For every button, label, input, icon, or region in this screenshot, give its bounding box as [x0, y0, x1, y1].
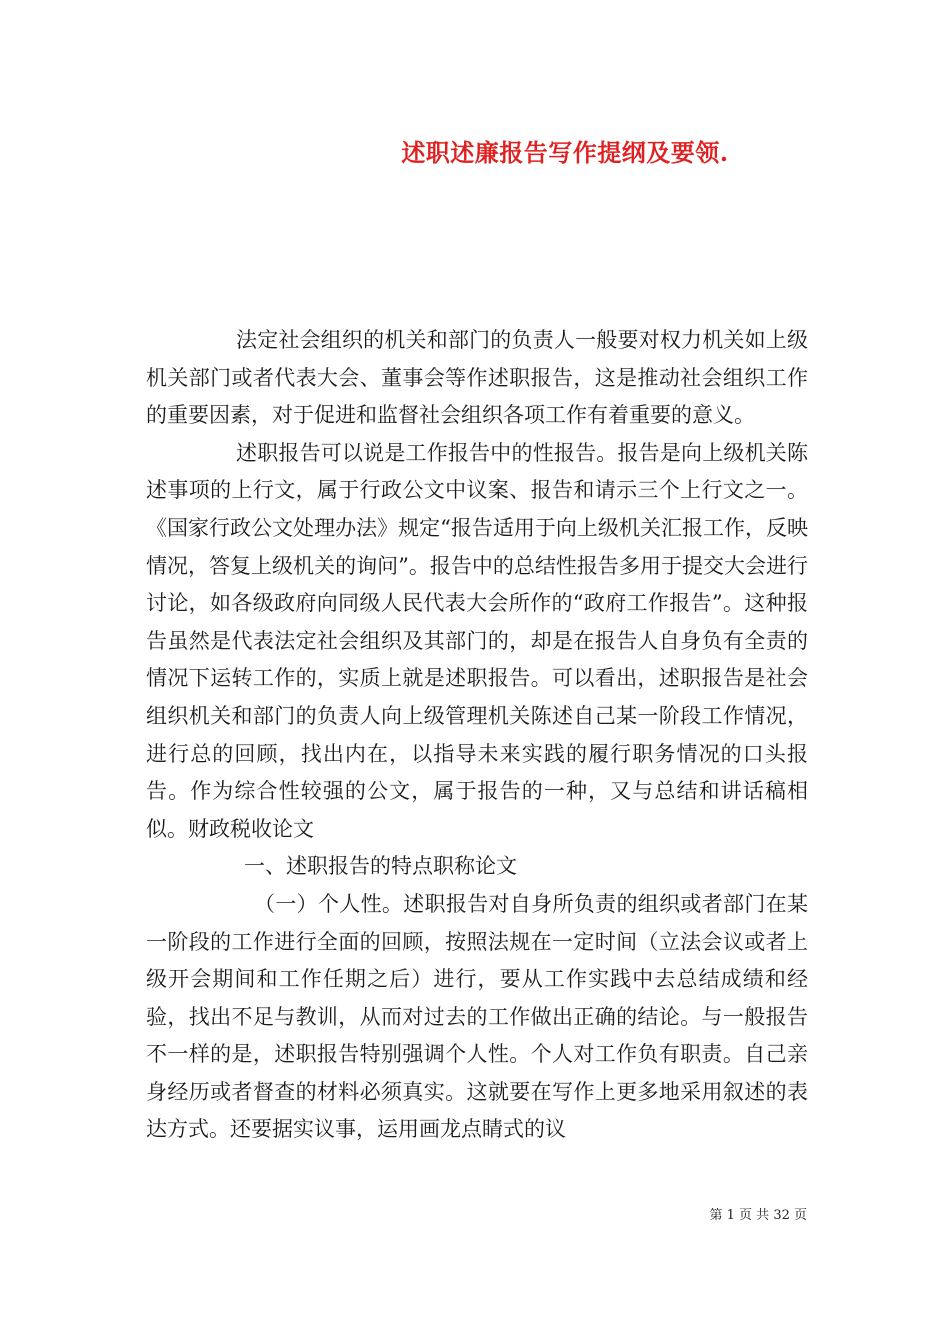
- document-body: [146, 322, 808, 1149]
- document-title: 述职述廉报告写作提纲及要领.: [401, 138, 729, 167]
- page-number: 第 1 页 共 32 页: [709, 1208, 807, 1223]
- paragraph-personal: （一）个人性。述职报告对自身所负责的组织或者部门在某一阶段的工作进行全面的回顾，按照法规在一定时间（立法会议或者上级开会期间和工作任期之后）进行，要从工作实践中去总结成绩和经验，找出不足与教训，从而对过去的工作做出正确的结论。与一般报告不一样的是，述职报告特别强调个人性。个人对工作负有职责。自己亲身经历或者督查的材料必须真实。这就要在写作上更多地采用叙述的表达方式。还要据实议事，运用画龙点睛式的议: [146, 891, 808, 1142]
- section-heading: 一、述职报告的特点职称论文: [244, 854, 517, 879]
- paragraph-definition: 述职报告可以说是工作报告中的性报告。报告是向上级机关陈述事项的上行文，属于行政公文中议案、报告和请示三个上行文之一。《国家行政公文处理办法》规定“报告适用于向上级机关汇报工作，反映情况，答复上级机关的询问”。报告中的总结性报告多用于提交大会进行讨论，如各级政府向同级人民代表大会所作的“政府工作报告”。这种报告虽然是代表法定社会组织及其部门的，却是在报告人自身负有全责的情况下运转工作的，实质上就是述职报告。可以看出，述职报告是社会组织机关和部门的负责人向上级管理机关陈述自己某一阶段工作情况，进行总的回顾，找出内在，以指导未来实践的履行职务情况的口头报告。作为综合性较强的公文，属于报告的一种，又与总结和讲话稿相似。财政税收论文: [146, 440, 808, 841]
- paragraph-intro: 法定社会组织的机关和部门的负责人一般要对权力机关如上级机关部门或者代表大会、董事会等作述职报告，这是推动社会组织工作的重要因素，对于促进和监督社会组织各项工作有着重要的意义。: [146, 328, 808, 428]
